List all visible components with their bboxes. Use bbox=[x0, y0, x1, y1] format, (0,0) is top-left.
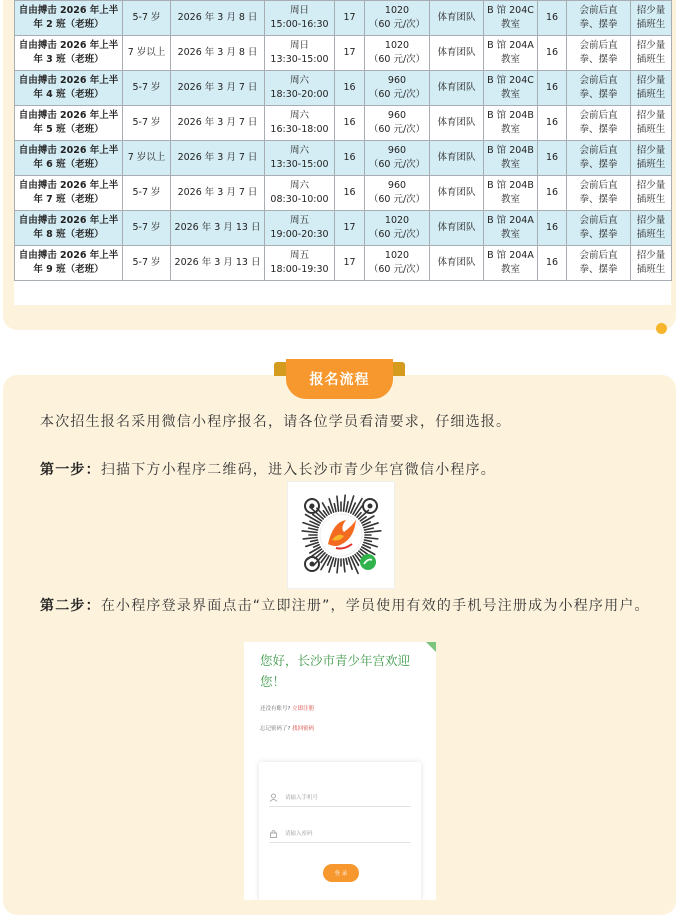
table-cell-note bbox=[631, 211, 672, 246]
cell-line: 拳、摆拳 bbox=[579, 89, 618, 100]
table-cell-content bbox=[567, 71, 631, 106]
table-cell-fee bbox=[365, 1, 430, 36]
table-cell-class-name bbox=[15, 176, 123, 211]
cell-line: B 馆 204A bbox=[487, 250, 534, 261]
table-cell-note bbox=[631, 106, 672, 141]
table-row bbox=[15, 106, 672, 141]
cell-line: 年 6 班（老班） bbox=[33, 159, 104, 170]
table-cell-content bbox=[567, 1, 631, 36]
table-cell-teacher: 体育团队 bbox=[430, 176, 484, 211]
password-placeholder: 请输入密码 bbox=[285, 831, 313, 837]
table-cell-fee bbox=[365, 141, 430, 176]
step1-label: 第一步： bbox=[40, 462, 101, 478]
cell-line: 教室 bbox=[500, 19, 520, 30]
forgot-text: 忘记密码了? bbox=[260, 726, 291, 732]
decor-dot bbox=[656, 323, 667, 334]
table-cell-time bbox=[265, 176, 335, 211]
table-cell-class-name bbox=[15, 141, 123, 176]
cell-line: 教室 bbox=[500, 194, 520, 205]
table-row bbox=[15, 176, 672, 211]
table-cell-class-name bbox=[15, 211, 123, 246]
qr-code-icon bbox=[288, 482, 394, 588]
cell-line: 招少量 bbox=[636, 180, 666, 191]
user-icon bbox=[269, 793, 278, 802]
cell-line: 960 bbox=[387, 145, 407, 156]
section-title: 报名流程 bbox=[286, 359, 393, 399]
cell-line: 会前后直 bbox=[579, 180, 618, 191]
cell-line: 教室 bbox=[500, 89, 520, 100]
schedule-table bbox=[14, 0, 672, 281]
cell-line: 招少量 bbox=[636, 75, 666, 86]
table-cell-teacher: 体育团队 bbox=[430, 211, 484, 246]
cell-line: 自由搏击 2026 年上半 bbox=[18, 145, 119, 156]
cell-line: 自由搏击 2026 年上半 bbox=[18, 110, 119, 121]
table-row bbox=[15, 1, 672, 36]
cell-line: 周六 bbox=[289, 75, 309, 86]
password-input[interactable] bbox=[269, 824, 411, 843]
intro-text: 本次招生报名采用微信小程序报名，请各位学员看清要求，仔细选报。 bbox=[40, 414, 512, 430]
cell-line: 18:00-19:30 bbox=[270, 264, 329, 275]
cell-line: B 馆 204B bbox=[487, 145, 534, 156]
table-row bbox=[15, 141, 672, 176]
cell-line: 960 bbox=[387, 110, 407, 121]
table-cell-location bbox=[484, 106, 538, 141]
cell-line: 招少量 bbox=[636, 250, 666, 261]
cell-line: 自由搏击 2026 年上半 bbox=[18, 215, 119, 226]
table-cell-capacity: 16 bbox=[538, 246, 567, 281]
table-cell-capacity: 16 bbox=[538, 141, 567, 176]
table-cell-age: 7 岁以上 bbox=[123, 36, 171, 71]
cell-line: 拳、摆拳 bbox=[579, 194, 618, 205]
step2-paragraph bbox=[12, 594, 667, 618]
cell-line: 年 9 班（老班） bbox=[33, 264, 104, 275]
table-cell-start-date: 2026 年 3 月 7 日 bbox=[171, 176, 265, 211]
cell-line: 招少量 bbox=[636, 215, 666, 226]
table-cell-start-date: 2026 年 3 月 13 日 bbox=[171, 246, 265, 281]
table-cell-age: 7 岁以上 bbox=[123, 141, 171, 176]
cell-line: 招少量 bbox=[636, 5, 666, 16]
table-cell-teacher: 体育团队 bbox=[430, 71, 484, 106]
table-cell-age: 5-7 岁 bbox=[123, 211, 171, 246]
cell-line: 插班生 bbox=[636, 229, 666, 240]
cell-line: （60 元/次） bbox=[368, 264, 426, 275]
cell-line: 插班生 bbox=[636, 19, 666, 30]
table-cell-note bbox=[631, 176, 672, 211]
table-row bbox=[15, 71, 672, 106]
table-cell-note bbox=[631, 71, 672, 106]
cell-line: 960 bbox=[387, 180, 407, 191]
table-cell-age: 5-7 岁 bbox=[123, 71, 171, 106]
table-cell-age: 5-7 岁 bbox=[123, 1, 171, 36]
table-cell-sessions: 16 bbox=[335, 106, 365, 141]
cell-line: 教室 bbox=[500, 124, 520, 135]
cell-line: 招少量 bbox=[636, 145, 666, 156]
table-cell-start-date: 2026 年 3 月 8 日 bbox=[171, 1, 265, 36]
cell-line: 插班生 bbox=[636, 264, 666, 275]
cell-line: B 馆 204C bbox=[487, 5, 534, 16]
table-cell-class-name bbox=[15, 246, 123, 281]
table-cell-fee bbox=[365, 176, 430, 211]
table-cell-capacity: 16 bbox=[538, 1, 567, 36]
cell-line: 插班生 bbox=[636, 89, 666, 100]
table-cell-location bbox=[484, 211, 538, 246]
table-cell-sessions: 17 bbox=[335, 1, 365, 36]
register-link[interactable]: 立即注册 bbox=[292, 706, 315, 712]
table-cell-capacity: 16 bbox=[538, 176, 567, 211]
cell-line: 会前后直 bbox=[579, 110, 618, 121]
schedule-table-wrap bbox=[14, 0, 671, 305]
table-cell-content bbox=[567, 176, 631, 211]
cell-line: 会前后直 bbox=[579, 215, 618, 226]
cell-line: 招少量 bbox=[636, 40, 666, 51]
table-cell-fee bbox=[365, 106, 430, 141]
step2-text: 在小程序登录界面点击“立即注册”，学员使用有效的手机号注册成为小程序用户。 bbox=[100, 598, 650, 614]
cell-line: 会前后直 bbox=[579, 145, 618, 156]
cell-line: 13:30-15:00 bbox=[270, 159, 329, 170]
cell-line: 插班生 bbox=[636, 124, 666, 135]
lock-icon bbox=[269, 829, 278, 838]
cell-line: 年 5 班（老班） bbox=[33, 124, 104, 135]
table-cell-fee bbox=[365, 211, 430, 246]
table-cell-content bbox=[567, 141, 631, 176]
table-cell-location bbox=[484, 71, 538, 106]
cell-line: 自由搏击 2026 年上半 bbox=[18, 250, 119, 261]
table-cell-sessions: 17 bbox=[335, 36, 365, 71]
table-cell-content bbox=[567, 211, 631, 246]
cell-line: 会前后直 bbox=[579, 5, 618, 16]
table-cell-location bbox=[484, 246, 538, 281]
cell-line: 教室 bbox=[500, 54, 520, 65]
table-cell-content bbox=[567, 36, 631, 71]
table-cell-fee bbox=[365, 246, 430, 281]
cell-line: 拳、摆拳 bbox=[579, 124, 618, 135]
forgot-line bbox=[260, 724, 314, 732]
cell-line: 960 bbox=[387, 75, 407, 86]
table-cell-time bbox=[265, 141, 335, 176]
table-cell-sessions: 16 bbox=[335, 71, 365, 106]
table-cell-time bbox=[265, 1, 335, 36]
cell-line: 13:30-15:00 bbox=[270, 54, 329, 65]
cell-line: （60 元/次） bbox=[368, 89, 426, 100]
table-cell-fee bbox=[365, 36, 430, 71]
table-cell-note bbox=[631, 36, 672, 71]
cell-line: 1020 bbox=[384, 40, 410, 51]
cell-line: 插班生 bbox=[636, 159, 666, 170]
table-cell-start-date: 2026 年 3 月 8 日 bbox=[171, 36, 265, 71]
cell-line: 拳、摆拳 bbox=[579, 19, 618, 30]
cell-line: 年 3 班（老班） bbox=[33, 54, 104, 65]
cell-line: 自由搏击 2026 年上半 bbox=[18, 180, 119, 191]
cell-line: 08:30-10:00 bbox=[270, 194, 329, 205]
table-cell-start-date: 2026 年 3 月 7 日 bbox=[171, 141, 265, 176]
table-cell-time bbox=[265, 246, 335, 281]
table-cell-class-name bbox=[15, 1, 123, 36]
cell-line: B 馆 204C bbox=[487, 75, 534, 86]
cell-line: （60 元/次） bbox=[368, 19, 426, 30]
cell-line: 教室 bbox=[500, 264, 520, 275]
table-cell-location bbox=[484, 1, 538, 36]
table-cell-time bbox=[265, 211, 335, 246]
table-cell-sessions: 16 bbox=[335, 176, 365, 211]
table-cell-location bbox=[484, 36, 538, 71]
table-row bbox=[15, 36, 672, 71]
table-cell-location bbox=[484, 141, 538, 176]
cell-line: 1020 bbox=[384, 250, 410, 261]
table-cell-class-name bbox=[15, 71, 123, 106]
cell-line: 18:30-20:00 bbox=[270, 89, 329, 100]
cell-line: （60 元/次） bbox=[368, 229, 426, 240]
table-cell-teacher: 体育团队 bbox=[430, 1, 484, 36]
cell-line: 招少量 bbox=[636, 110, 666, 121]
table-cell-note bbox=[631, 1, 672, 36]
cell-line: 周日 bbox=[289, 40, 309, 51]
table-cell-capacity: 16 bbox=[538, 71, 567, 106]
cell-line: 周日 bbox=[289, 5, 309, 16]
cell-line: 年 7 班（老班） bbox=[33, 194, 104, 205]
cell-line: （60 元/次） bbox=[368, 54, 426, 65]
schedule-body bbox=[15, 1, 672, 281]
cell-line: 年 4 班（老班） bbox=[33, 89, 104, 100]
table-cell-age: 5-7 岁 bbox=[123, 246, 171, 281]
tab-ear-right bbox=[391, 362, 405, 376]
cell-line: 周六 bbox=[289, 110, 309, 121]
table-cell-start-date: 2026 年 3 月 13 日 bbox=[171, 211, 265, 246]
table-cell-teacher: 体育团队 bbox=[430, 246, 484, 281]
cell-line: B 馆 204B bbox=[487, 110, 534, 121]
step1-paragraph bbox=[12, 458, 667, 482]
table-cell-sessions: 17 bbox=[335, 211, 365, 246]
table-cell-teacher: 体育团队 bbox=[430, 106, 484, 141]
cell-line: 会前后直 bbox=[579, 40, 618, 51]
cell-line: 1020 bbox=[384, 215, 410, 226]
table-cell-sessions: 16 bbox=[335, 141, 365, 176]
table-cell-age: 5-7 岁 bbox=[123, 176, 171, 211]
cell-line: 年 2 班（老班） bbox=[33, 19, 104, 30]
cell-line: 19:00-20:30 bbox=[270, 229, 329, 240]
table-cell-fee bbox=[365, 71, 430, 106]
table-cell-time bbox=[265, 71, 335, 106]
cell-line: 插班生 bbox=[636, 194, 666, 205]
table-cell-start-date: 2026 年 3 月 7 日 bbox=[171, 71, 265, 106]
welcome-greeting: 您好，长沙市青少年宫欢迎您！ bbox=[260, 653, 411, 689]
cell-line: 会前后直 bbox=[579, 250, 618, 261]
table-cell-note bbox=[631, 141, 672, 176]
cell-line: 插班生 bbox=[636, 54, 666, 65]
cell-line: 1020 bbox=[384, 5, 410, 16]
cell-line: 15:00-16:30 bbox=[270, 19, 329, 30]
table-cell-location bbox=[484, 176, 538, 211]
cell-line: B 馆 204B bbox=[487, 180, 534, 191]
table-cell-capacity: 16 bbox=[538, 36, 567, 71]
table-cell-sessions: 17 bbox=[335, 246, 365, 281]
table-row bbox=[15, 246, 672, 281]
login-button[interactable]: 登 录 bbox=[323, 864, 359, 882]
table-cell-teacher: 体育团队 bbox=[430, 141, 484, 176]
step1-text: 扫描下方小程序二维码，进入长沙市青少年宫微信小程序。 bbox=[100, 462, 497, 478]
login-form bbox=[259, 762, 421, 900]
cell-line: 拳、摆拳 bbox=[579, 229, 618, 240]
recover-password-link[interactable]: 找回密码 bbox=[292, 726, 315, 732]
cell-line: 周六 bbox=[289, 180, 309, 191]
cell-line: B 馆 204A bbox=[487, 40, 534, 51]
table-cell-time bbox=[265, 36, 335, 71]
table-row bbox=[15, 211, 672, 246]
table-cell-capacity: 16 bbox=[538, 211, 567, 246]
cell-line: 周五 bbox=[289, 215, 309, 226]
table-cell-capacity: 16 bbox=[538, 106, 567, 141]
phone-placeholder: 请输入手机号 bbox=[285, 795, 319, 801]
cell-line: 16:30-18:00 bbox=[270, 124, 329, 135]
cell-line: 自由搏击 2026 年上半 bbox=[18, 75, 119, 86]
cell-line: 拳、摆拳 bbox=[579, 54, 618, 65]
table-cell-teacher: 体育团队 bbox=[430, 36, 484, 71]
table-cell-content bbox=[567, 246, 631, 281]
cell-line: 拳、摆拳 bbox=[579, 264, 618, 275]
cell-line: 周五 bbox=[289, 250, 309, 261]
cell-line: 自由搏击 2026 年上半 bbox=[18, 5, 119, 16]
cell-line: 周六 bbox=[289, 145, 309, 156]
table-cell-age: 5-7 岁 bbox=[123, 106, 171, 141]
table-cell-start-date: 2026 年 3 月 7 日 bbox=[171, 106, 265, 141]
login-screenshot bbox=[244, 642, 436, 900]
table-cell-class-name bbox=[15, 106, 123, 141]
no-account-line bbox=[260, 704, 314, 712]
table-cell-note bbox=[631, 246, 672, 281]
table-cell-class-name bbox=[15, 36, 123, 71]
cell-line: 教室 bbox=[500, 229, 520, 240]
step2-label: 第二步： bbox=[40, 598, 101, 614]
cell-line: 自由搏击 2026 年上半 bbox=[18, 40, 119, 51]
cell-line: 拳、摆拳 bbox=[579, 159, 618, 170]
cell-line: 教室 bbox=[500, 159, 520, 170]
no-account-text: 还没有账号? bbox=[260, 706, 291, 712]
schedule-card bbox=[3, 0, 676, 330]
cell-line: （60 元/次） bbox=[368, 194, 426, 205]
cell-line: 年 8 班（老班） bbox=[33, 229, 104, 240]
cell-line: B 馆 204A bbox=[487, 215, 534, 226]
cell-line: 会前后直 bbox=[579, 75, 618, 86]
table-cell-time bbox=[265, 106, 335, 141]
cell-line: （60 元/次） bbox=[368, 159, 426, 170]
table-cell-content bbox=[567, 106, 631, 141]
phone-input[interactable] bbox=[269, 788, 411, 807]
miniprogram-qr-code bbox=[287, 481, 395, 589]
cell-line: （60 元/次） bbox=[368, 124, 426, 135]
